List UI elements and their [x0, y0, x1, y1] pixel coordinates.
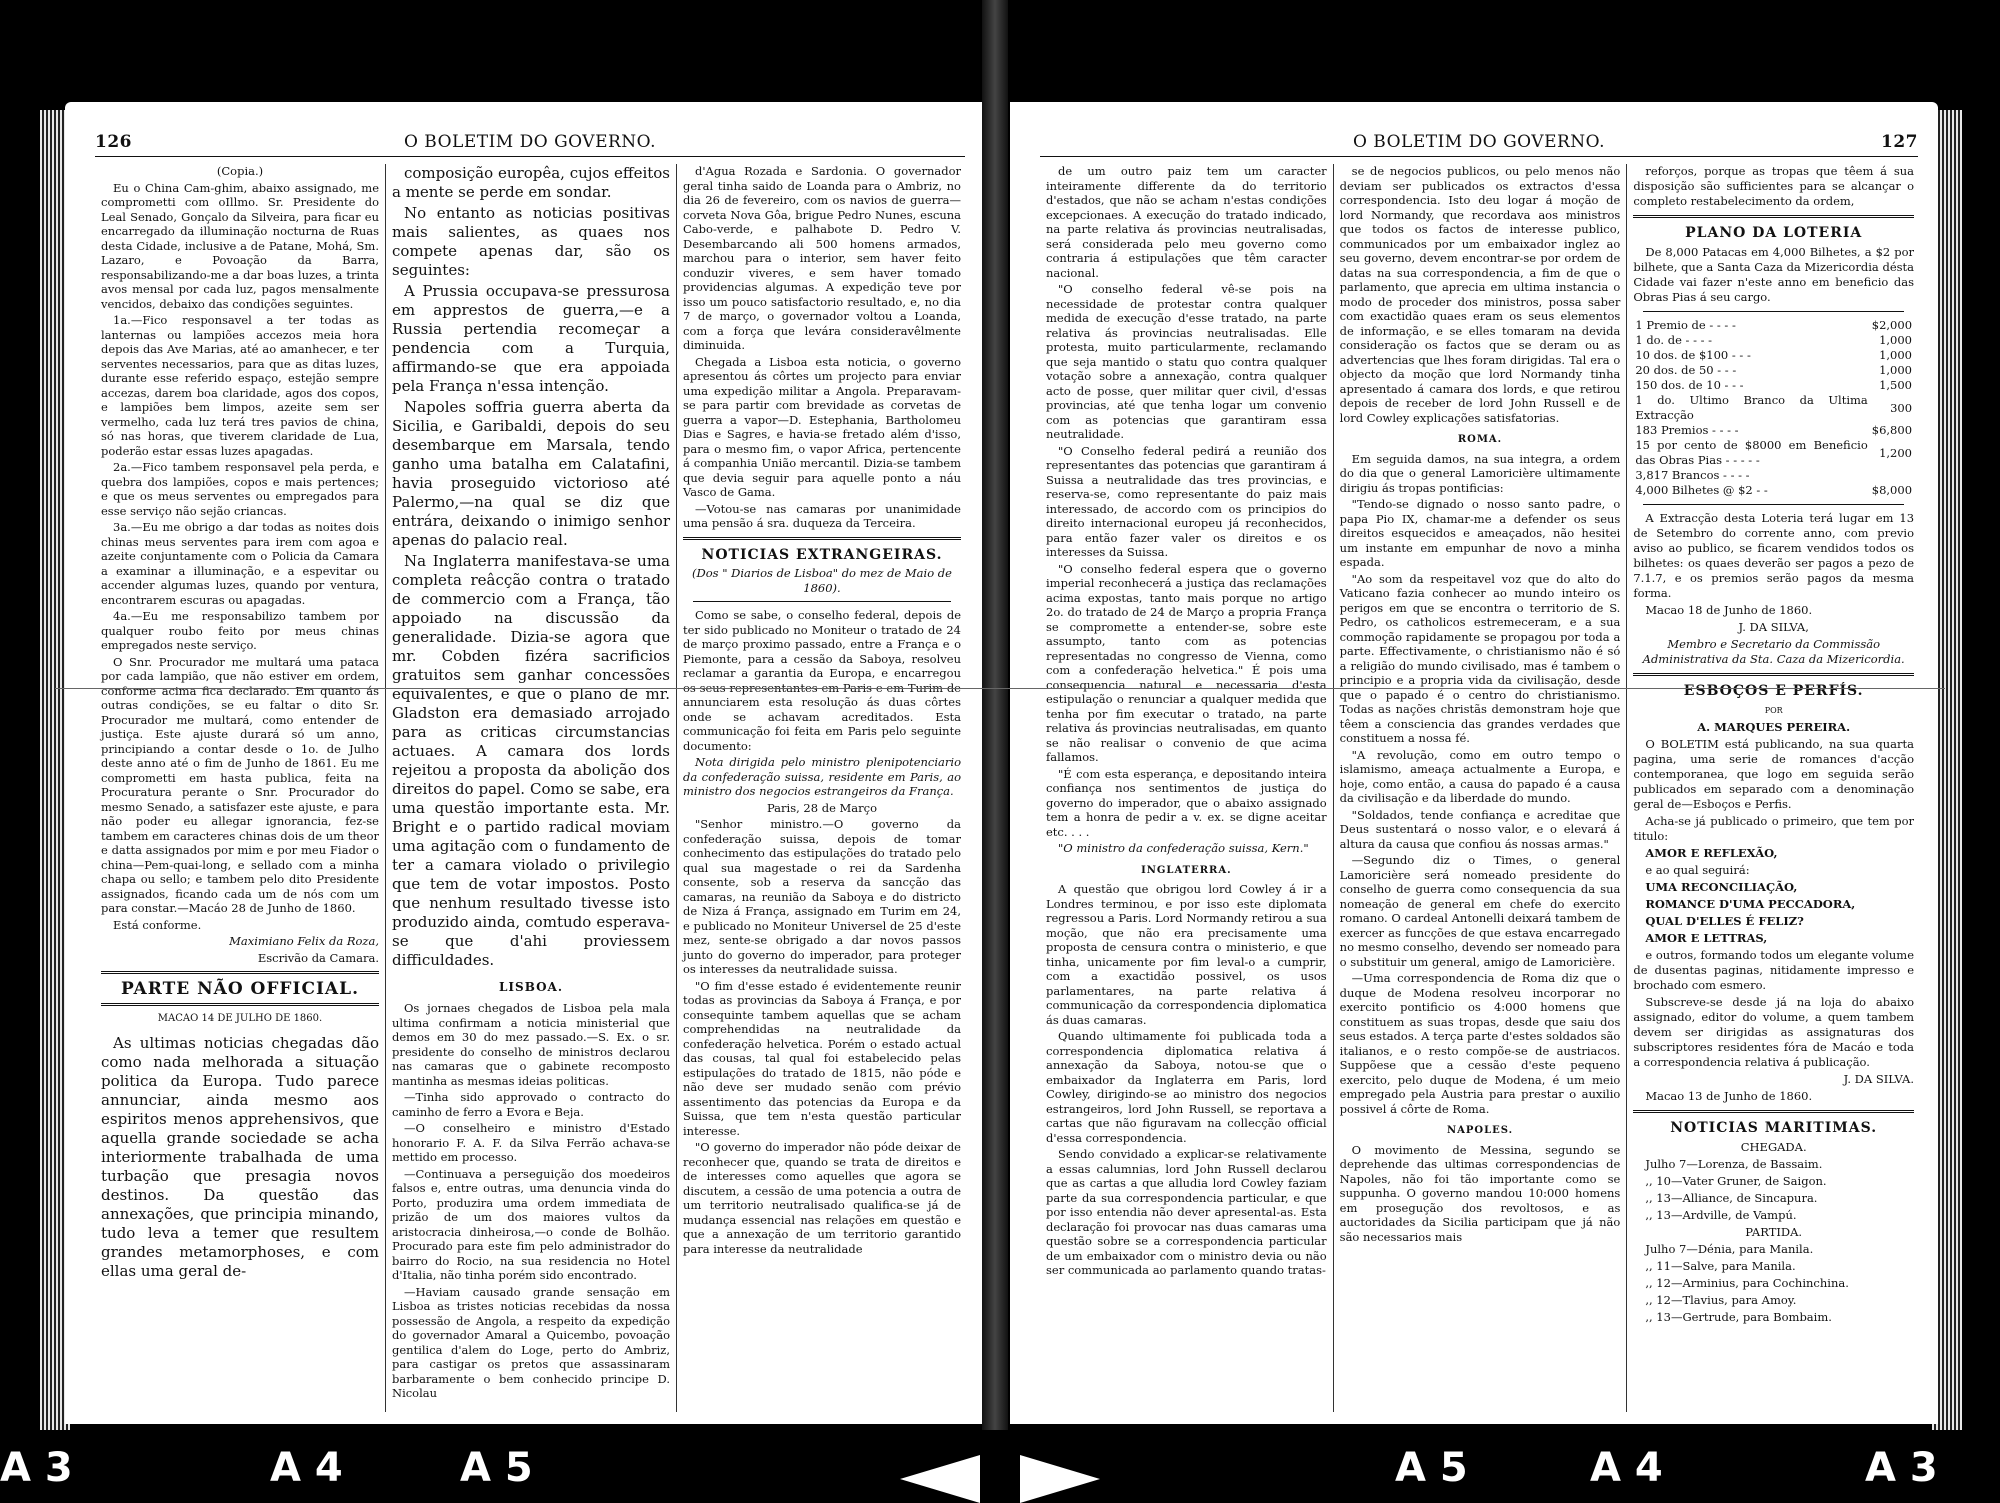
paragraph: Os jornaes chegados de Lisboa pela mala ultima confirmam a noticia ministerial que demos em 30 do mez passado.—S. Ex. o sr. presidente do conselho de ministros declarou nas camaras que o gabinete recomposto mantinha as mesmas ideias politicas. — [392, 1001, 670, 1088]
esbocos-date: Macao 13 de Junho de 1860. — [1645, 1089, 1813, 1103]
left-col-3 — [677, 164, 967, 1412]
paragraph: Na Inglaterra manifestava-se uma completa reâcção contra o tratado de commercio com a França, tão appoiado na discussão da generalidade. Dizia-se agora que mr. Cobden fizéra sacrificios gratuitos sem ganhar concessões equivalentes, e que o plano de mr. Gladston era demasiado arrojado para as criticas circumstancias actuaes. A camara dos lords rejeitou a proposta da abolição dos direitos do papel. Como se sabe, era uma questão importante esta. Mr. Bright e o partido radical moviam uma agitação com o fundamento de ter a camara violado o privilegio que tem de votar impostos. Posto que nenhum resultado tivesse isto produzido ainda, comtudo esperava-se que d'ahi proviessem difficuldades. — [392, 552, 670, 969]
right-columns — [1040, 164, 1920, 1412]
percent-amount: 1,200 — [1879, 445, 1913, 460]
paragraph: "O governo do imperador não póde deixar de reconhecer que, quando se trata de direitos e de interesses como aquelles que agora se discutem, a cessão de uma potencia a outra de um territorio neutralisado qualifica-se já de mudança essencial nas relações em questão e que a annexação de um territorio garantido para interesse da neutralidade — [683, 1140, 961, 1256]
arrival-row: ,, 13—Ardville, de Vampú. — [1645, 1208, 1797, 1222]
esbocos-title: ESBOÇOS E PERFÍS. — [1683, 683, 1864, 699]
prize-amount: 300 — [1890, 400, 1913, 415]
running-title: O BOLETIM DO GOVERNO. — [1352, 132, 1606, 152]
lottery-signer-title: Membro e Secretario da Commissão Administrativa da Sta. Caza da Mizericordia. — [1642, 637, 1905, 666]
book-title: AMOR E REFLEXÃO, — [1645, 846, 1778, 860]
table-row — [1633, 423, 1914, 438]
prize-amount: 1,000 — [1879, 363, 1913, 377]
paragraph: A Prussia occupava-se pressurosa em apprestos de guerra,—e a Russia pertendia recomeçar a pendencia com a Turquia, affirmando-se que era appoiada pela França n'essa intenção. — [392, 282, 670, 395]
table-row — [1633, 468, 1914, 483]
table-row — [1633, 393, 1914, 423]
right-triangle-marker — [1020, 1455, 1100, 1503]
paragraph: composição europêa, cujos effeitos a mente se perde em sondar. — [392, 164, 670, 201]
paragraph: —O conselheiro e ministro d'Estado honorario F. A. F. da Silva Ferrão achava-se mettido em processo. — [392, 1121, 670, 1164]
grand-label: 4,000 Bilhetes @ $2 - - — [1635, 483, 1768, 497]
paragraph: Em seguida damos, na sua integra, a ordem do dia que o general Lamoricière ultimamente dirigiu ás tropas pontificias: — [1339, 451, 1621, 495]
paragraph: "O fim d'esse estado é evidentemente reunir todas as provincias da Saboya á França, e por consequinte tambem aquellas que se acham comprehendidas na neutralidade da confederação helvetica. Porém o estado actual das cousas, tal qual foi estabelecido pelas estipulações do tratado de 1815, não póde e não deve ser mudado senão com prévio assentimento das potencias da Europa e da Suissa, que tem n'esta questão particular interesse. — [683, 978, 961, 1138]
table-row — [1633, 318, 1914, 333]
left-page — [65, 102, 985, 1424]
film-mark: A 4 — [270, 1445, 343, 1491]
paragraph: "É com esta esperança, e depositando inteira confiança nos sentimentos de justiça do governo do imperador, que o abaixo assignado tem a honra de pedir a v. ex. se digne aceitar etc. . . . — [1046, 766, 1327, 839]
paragraph: "O conselho federal espera que o governo imperial reconhecerá a justiça das reclamações acima expostas, tanto mais porque no artigo 2o. do tratado de 24 de Março a propria França se compromette a entender-se, sobre este assumpto, tanto com as potencias representadas no congresso de Vienna, como com a confederação helvetica." É pois uma consequencia natural e necessaria d'esta estipulação o renunciar a qualquer medida que tenha por fim executar o tratado, na parte relativa ás provincias neutralisadas, em quanto se não realisar o convenio de que acima fallamos. — [1046, 561, 1327, 764]
paragraph: "Soldados, tende confiança e acreditae que Deus sustentará o nosso valor, e o elevará á altura da causa que confiou ás nossas armas." — [1339, 807, 1621, 851]
table-row — [1633, 363, 1914, 378]
rule — [693, 601, 951, 602]
header-rule — [1040, 156, 1918, 157]
paragraph: Paris, 28 de Março — [766, 800, 878, 815]
paragraph: Napoles soffria guerra aberta da Sicilia, e Garibaldi, depois do seu desembarque em Marsala, tendo ganho uma batalha em Calatafini, havia proseguido victorioso até Palermo,—na qual se diz que entrára, deixando o inimigo senhor apenas do palacio real. — [392, 398, 670, 549]
brancos-label: 3,817 Brancos - - - - — [1635, 468, 1750, 482]
prize-table — [1633, 318, 1914, 498]
lead-paragraph: As ultimas noticias chegadas dão como nada melhorada a situação politica da Europa. Tudo parece annunciar, ainda mesmo aos espiritos menos apprehensivos, que aquella grande sociedade se acha interiormente trabalhada de uma turbação que presagia novos destinos. Da questão das annexações, que principia minando, tudo leva a temer que resultem grandes metamorphoses, e com ellas uma geral de- — [101, 1034, 379, 1280]
prize-amount: 1,000 — [1879, 348, 1913, 362]
ext-title: NOTICIAS EXTRANGEIRAS. — [701, 546, 943, 563]
book-spine — [982, 0, 1008, 1502]
paragraph: 4a.—Eu me responsabilizo tambem por qualquer roubo feito por meus chinas empregados neste serviço. — [101, 609, 379, 652]
conforme: Está conforme. — [113, 917, 202, 932]
film-mark: A 3 — [0, 1445, 73, 1491]
arrival-row: Julho 7—Lorenza, de Bassaim. — [1645, 1157, 1823, 1171]
left-triangle-marker — [900, 1455, 980, 1503]
table-row — [1633, 483, 1914, 498]
paragraph: —Continuava a perseguição dos moedeiros falsos e, entre outras, uma denuncia vinda do Porto, produzira uma ordem immediata de prizão de um dos maiores vultos da aristocracia dinheirosa,—o conde de Bolhão. Procurado para este fim pelo administrador do bairro do Rocio, na sua residencia no Hotel d'Italia, não tinha porém sido encontrado. — [392, 1166, 670, 1282]
left-columns — [95, 164, 967, 1412]
napoles-title: NAPOLES. — [1446, 1125, 1514, 1136]
paragraph: —Tinha sido approvado o contracto do caminho de ferro a Evora e Beja. — [392, 1090, 670, 1119]
total-amount: $6,800 — [1871, 423, 1913, 437]
right-col-1 — [1040, 164, 1334, 1412]
paragraph: "O conselho federal vê-se pois na necessidade de protestar contra qualquer medida de execução d'esse tratado, na parte relativa ás provincias neutralisadas. Elle protesta, muito particularmente, reclamando que seja mantido o statu quo contra qualquer votação sobre a annexação, contra qualquer acto de posse, quer militar quer civil, d'essas provincias, até que tenha logar um convenio com as potencias que garantiram essa neutralidade. — [1046, 282, 1327, 441]
header-rule — [95, 156, 965, 157]
film-mark: A 5 — [1395, 1445, 1468, 1491]
brancos-amount — [1870, 468, 1914, 483]
left-header — [95, 132, 965, 154]
paragraph: O Snr. Procurador me multará uma pataca por cada lampião, que não estiver em ordem, conforme acima fica declarado. Em quanto ás outras condições, se eu faltar o dito Sr. Procurador me multará, como entender de justiça. Este ajuste durará só um anno, principiando a contar desde o 1o. de Julho deste anno até o fim de Junho de 1861. Eu me comprometti em hasta publica, feita na Procuratura perante o Snr. Procurador do mesmo Senado, a satisfazer este ajuste, e para não poder eu allegar ignorancia, fez-se tambem em caracteres chinas dois de um theor e datta assignados por mim e por meu Fiador o china—Pem-quai-long, e sellado com a minha chapa ou sello; e tambem pelo dito Presidente assignados, ficando cada um de nós com um para constar.—Macáo 28 de Junho de 1860. — [101, 654, 379, 915]
paragraph: "Senhor ministro.—O governo da confederação suissa, depois de tomar conhecimento das estipulações do tratado pelo qual sua magestade o rei da Sardenha consente, sob a reserva da sancção das camaras, na reunião da Saboya e do districto de Niza á França, assignado em Turim em 24, e publicado no Moniteur Universel de 25 d'este mez, sente-se obrigado a dar novos passos junto do governo do imperador, para proteger os interesses da neutralidade suissa. — [683, 817, 961, 976]
lottery-signer: J. DA SILVA, — [1738, 620, 1809, 634]
book-title: ROMANCE D'UMA PECCADORA, — [1645, 897, 1856, 911]
arrival-row: ,, 10—Vater Gruner, de Saigon. — [1645, 1174, 1827, 1188]
lottery-notice: A Extracção desta Loteria terá lugar em 13 de Setembro do corrente anno, com previo aviso ao publico, se ficarem vendidos todos os bilhetes: os quaes deverão ser pagos a pezo de 7.1.7, e os premios serão pagos da mesma forma. — [1633, 511, 1915, 600]
prize-label: 1 do. Ultimo Branco da Ultima Extracção — [1635, 393, 1868, 422]
lottery-intro: De 8,000 Patacas em 4,000 Bilhetes, a $2 por bilhete, que a Santa Caza da Mizericordia désta Cidade vai fazer n'este anno em beneficio das Obras Pias á seu cargo. — [1633, 245, 1915, 304]
roma-title: ROMA. — [1457, 434, 1503, 445]
left-col-1 — [95, 164, 386, 1412]
paragraph: Nota dirigida pelo ministro plenipotenciario da confederação suissa, residente em Paris, ao ministro dos negocios estrangeiros da França. — [683, 755, 961, 798]
rule — [1643, 504, 1904, 505]
paragraph: d'Agua Rozada e Sardonia. O governador geral tinha saido de Loanda para o Ambriz, no dia 26 de fevereiro, com os navios de guerra—corveta Nova Gôa, brigue Pedro Nunes, escuna Cabo-verde, e palhabote D. Pedro V. Desembarcando ali 500 homens armados, marchou para o interior, sem haver feito conduzir viveres, e sem haver tomado providencias algumas. A expedição teve por isso um pouco satisfactorio resultado, e, no dia 7 de março, o governador voltou a Loanda, com a força que levára consideravêlmente diminuida. — [683, 164, 961, 352]
book-title: AMOR E LETTRAS, — [1645, 931, 1768, 945]
lisboa-body — [392, 1001, 670, 1401]
paragraph: Eu o China Cam-ghim, abaixo assignado, me comprometti com oIllmo. Sr. Presidente do Leal Senado, Gonçalo da Silveira, para ficar eu encarregado da illuminação nocturna de Ruas desta Cidade, inclusive a de Patane, Mohá, Sm. Lazaro, e Povoação da Barra, responsabilizando-me a dar boas luzes, a trinta avos mensal por cada luz, pagos mensalmente vencidos, debaixo das condições seguintes. — [101, 180, 379, 311]
paragraph: —Haviam causado grande sensação em Lisboa as tristes noticias recebidas da nossa possessão de Angola, a respeito da expedição do governador Amaral a Quicembo, povoação gentilica d'alem do Loge, perto do Ambriz, para castigar os pretos que assassinaram barbaramente o bem conhecido principe D. Nicolau — [392, 1284, 670, 1400]
paragraph: "Tendo-se dignado o nosso santo padre, o papa Pio IX, chamar-me a defender os seus direitos esquecidos e ameaçados, não hesitei um instante em empunhar de novo a minha espada. — [1339, 497, 1621, 569]
partida-label: PARTIDA. — [1745, 1225, 1803, 1239]
page-number: 127 — [1881, 132, 1918, 152]
paragraph: e ao qual seguirá: — [1645, 863, 1750, 877]
ext-source: (Dos " Diarios de Lisboa" do mez de Maio de 1860). — [692, 566, 952, 595]
rule — [1643, 311, 1904, 312]
table-row — [1633, 333, 1914, 348]
section-rule — [1633, 673, 1914, 676]
table-row — [1633, 378, 1914, 393]
departure-row: ,, 12—Arminius, para Cochinchina. — [1645, 1276, 1849, 1290]
book-title: QUAL D'ELLES É FELIZ? — [1645, 914, 1804, 928]
signature-title: Escrivão da Camara. — [257, 950, 379, 965]
book-title: UMA RECONCILIAÇÃO, — [1645, 880, 1798, 894]
page-number: 126 — [95, 132, 132, 152]
signature-name: Maximiano Felix da Roza, — [229, 934, 379, 948]
percent-label: 15 por cento de $8000 em Beneficio das Obras Pias - - - - - — [1635, 438, 1868, 467]
film-mark: A 3 — [1865, 1445, 1938, 1491]
paragraph: Quando ultimamente foi publicada toda a correspondencia diplomatica relativa á annexação da Saboya, notou-se que o embaixador da Inglaterra em Paris, lord Cowley, dirigindo-se ao ministro dos negocios estrangeiros, lord John Russell, se reportava a cartas que não figuravam na collecção official d'essa correspondencia. — [1046, 1029, 1327, 1145]
running-title: O BOLETIM DO GOVERNO. — [403, 132, 657, 152]
paragraph: 1a.—Fico responsavel a ter todas as lanternas ou lampiões accezos meia hora depois das Ave Marias, até ao amanhecer, e ter serventes necessarios, para que as ditas luzes, durante esse referido espaço, estejão sempre accezas, darem boa claridade, agos dos copos, e lampiões bem limpos, azeite sem ser vermelho, cada luz terá tres pavios de china, só nas horas, que tiverem claridade de Lua, poderão estar essas luzes apagadas. — [101, 313, 379, 458]
copy-label: (Copia.) — [216, 164, 264, 178]
departure-row: ,, 13—Gertrude, para Bombaim. — [1645, 1310, 1832, 1324]
paragraph: 3a.—Eu me obrigo a dar todas as noites dois chinas meus serventes para irem com agoa e azeite conjuntamente com o Policia da Camara a examinar a illuminação, e a espevitar ou accender algumas luzes, quando por ventura, encontrarem escuras ou apagadas. — [101, 520, 379, 607]
paragraph: —Uma correspondencia de Roma diz que o duque de Modena resolveu incorporar no exercito pontificio os 4:000 homens que constituem as suas tropas, desde que saiu dos seus estados. A terça parte d'estes soldados são italianos, e o resto compõe-se de austriacos. Suppõese que a cessão d'este pequeno exercito, pelo duque de Modena, é um meio empregado pela Austria para prestar o auxilio possivel á côrte de Roma. — [1339, 971, 1621, 1116]
prize-amount: 1,500 — [1879, 378, 1913, 392]
prize-label: 150 dos. de 10 - - - — [1635, 378, 1744, 392]
departure-row: ,, 11—Salve, para Manila. — [1645, 1259, 1796, 1273]
maritimas-title: NOTICIAS MARITIMAS. — [1670, 1120, 1878, 1136]
lisboa-title: LISBOA. — [498, 980, 564, 994]
lottery-title: PLANO DA LOTERIA — [1685, 225, 1863, 241]
left-col-2 — [386, 164, 677, 1412]
prize-label: 1 Premio de - - - - — [1635, 318, 1736, 332]
por-label: POR — [1764, 706, 1783, 715]
film-mark: A 4 — [1590, 1445, 1663, 1491]
right-page — [1010, 102, 1938, 1424]
paragraph: —Segundo diz o Times, o general Lamoricière será nomeado presidente do conselho de guerra como consequencia da sua nomeação de general em chefe do exercito romano. O cardeal Antonelli deixará tambem de exercer as funcções de que estava encarregado no mesmo conselho, devendo ser nomeado para o substituir um general, amigo de Lamoricière. — [1339, 853, 1621, 969]
departure-row: Julho 7—Dénia, para Manila. — [1645, 1242, 1814, 1256]
paragraph: "A revolução, como em outro tempo o islamismo, ameaça actualmente a Europa, e hoje, como então, a causa do papado é a causa da civilisação e da liberdade do mundo. — [1339, 747, 1621, 805]
paragraph: No entanto as noticias positivas mais salientes, as quaes nos compete apenas dar, são os seguintes: — [392, 204, 670, 279]
scan-crease-line — [55, 688, 1945, 689]
paragraph: reforços, porque as tropas que têem á sua disposição são sufficientes para se alcançar o completo restabelecimento da ordem, — [1633, 164, 1915, 208]
section-title: PARTE NÃO OFFICIAL. — [121, 979, 359, 999]
prize-label: 1 do. de - - - - — [1635, 333, 1713, 347]
grand-amount: $8,000 — [1871, 483, 1913, 497]
chegada-label: CHEGADA. — [1740, 1140, 1807, 1154]
table-row — [1633, 438, 1914, 468]
paragraph: 2a.—Fico tambem responsavel pela perda, e quebra dos lampiões, copos e mais pertences; e que os meus serventes ou empregados para esse serviço não sejão criancas. — [101, 460, 379, 518]
paragraph: se de negocios publicos, ou pelo menos não deviam ser publicados os extractos d'essa correspondencia. Isto deu logar á moção de lord Normandy, que recordava aos ministros que todos os factos de interesse publico, communicados por um embaixador inglez ao seu governo, devem encontrar-se por ordem de datas na sua correspondencia, a fim de que o parlamento, que aprecia em ultima instancia o modo de proceder dos ministros, possa saber com exactidão quaes eram os seus elementos de informação, e se elles tomaram na devida consideração os factos que se deram ou as advertencias que lhes foram dirigidas. Tal era o objecto da moção que lord Normandy tinha apresentado á camara dos lords, e que retirou depois de receber de lord John Russell e de lord Cowley explicações satisfatorias. — [1339, 164, 1621, 425]
paragraph: Como se sabe, o conselho federal, depois de ter sido publicado no Moniteur o tratado de 24 de março proximo passado, entre a França e o Piemonte, para a cessão da Saboya, resolveu reclamar a garantia da Europa, e encarregou os seus representantes em Paris e em Turim de annunciarem esta resolução ás duas côrtes onde se achavam acreditados. Esta communicação foi feita em Paris pelo seguinte documento: — [683, 608, 961, 753]
section-rule — [1633, 1110, 1914, 1113]
prize-amount: $2,000 — [1871, 318, 1913, 332]
prize-label: 10 dos. de $100 - - - — [1635, 348, 1751, 362]
film-mark: A 5 — [460, 1445, 533, 1491]
paragraph: "Ao som da respeitavel voz que do alto do Vaticano fazia conhecer ao mundo inteiro os perigos em que se encontra o territorio de S. Pedro, os catholicos estremeceram, e a sua commoção rapidamente se propagou por toda a parte. Effectivamente, o christianismo não é só a religião do mundo civilisado, mas é tambem o principio e a propria vida da civilisação, desde que o papado é o centro do christianismo. Todas as nações christãs demonstram hoje que têem a consciencia das grandes verdades que constituem a nossa fé. — [1339, 571, 1621, 745]
section-rule — [1633, 215, 1914, 218]
right-col-2 — [1334, 164, 1628, 1412]
arrival-row: ,, 13—Alliance, de Sincapura. — [1645, 1191, 1818, 1205]
section-rule — [683, 537, 961, 540]
dateline: MACAO 14 DE JULHO DE 1860. — [157, 1012, 323, 1024]
paragraph: Sendo convidado a explicar-se relativamente a essas calumnias, lord John Russell declarou que as cartas a que alludia lord Cowley faziam parte da sua correspondencia particular, e que por isso entendia não dever apresental-as. Esta declaração foi provocar nas duas camaras uma questão sobre se a correspondencia particular de um embaixador com o ministro devia ou não ser communicada ao parlamento quando tratas- — [1046, 1147, 1327, 1277]
paragraph: de um outro paiz tem um caracter inteiramente differente da do territorio d'estados, que não se acham n'estas condições excepcionaes. A execução do tratado indicado, na parte relativa ás provincias neutralisadas, será considerada pelo meu governo como contraria á estipulações que têm caracter nacional. — [1046, 164, 1327, 280]
esbocos-signer: J. DA SILVA. — [1843, 1072, 1915, 1086]
right-header — [1040, 132, 1918, 154]
section-rule — [101, 971, 379, 974]
prize-amount: 1,000 — [1879, 333, 1913, 347]
inglaterra-title: INGLATERRA. — [1141, 864, 1232, 876]
paragraph: Subscreve-se desde já na loja do abaixo assignado, editor do volume, a quem tambem devem ser dirigidas as assignaturas dos subscriptores residentes fóra de Macáo e toda a correspondencia relativa á publicação. — [1633, 995, 1915, 1069]
paragraph: —Votou-se nas camaras por unanimidade uma pensão á sra. duqueza da Terceira. — [683, 501, 961, 530]
paragraph: Chegada a Lisboa esta noticia, o governo apresentou ás côrtes um projecto para enviar uma expedição militar a Angola. Preparavam-se para partir com brevidade as corvetas de guerra a vapor—D. Estephania, Bartholomeu Dias e Sagres, e havia-se fretado além d'isso, para o mesmo fim, o vapor Africa, pertencente á companhia União mercantil. Dizia-se tambem que devia seguir para aquelle ponto a náu Vasco de Gama. — [683, 354, 961, 499]
paragraph: Acha-se já publicado o primeiro, que tem por titulo: — [1633, 814, 1915, 843]
section-rule — [101, 1003, 379, 1006]
departure-row: ,, 12—Tlavius, para Amoy. — [1645, 1293, 1797, 1307]
paragraph: e outros, formando todos um elegante volume de dusentas paginas, nitidamente impresso e brochado com esmero. — [1633, 948, 1915, 992]
author-name: A. MARQUES PEREIRA. — [1697, 720, 1851, 734]
paragraph: A questão que obrigou lord Cowley á ir a Londres terminou, e por isso este diplomata regressou a Paris. Lord Normandy retirou a sua moção, que não era precisamente uma proposta de censura contra o ministerio, e que tinha, unicamente por fim leval-o a cumprir, com a exactidão possivel, os usos parlamentares, na parte relativa á communicação da correspondencia diplomatica ás duas camaras. — [1046, 882, 1327, 1027]
paragraph: O BOLETIM está publicando, na sua quarta pagina, uma serie de romances d'acção contemporanea, que logo em seguida serão publicados em separado com a denominação geral de—Esboços e Perfis. — [1633, 737, 1915, 811]
right-col-3 — [1627, 164, 1920, 1412]
paragraph: O movimento de Messina, segundo se deprehende das ultimas correspondencias de Napoles, não foi tão importante como se suppunha. O governo mandou 10:000 homens em prosegução dos revoltosos, e as auctoridades da Sicilia participam que já não são necessarios mais — [1339, 1142, 1621, 1244]
lottery-date: Macao 18 de Junho de 1860. — [1645, 603, 1813, 617]
paragraph: "O ministro da confederação suissa, Kern." — [1058, 841, 1309, 855]
table-row — [1633, 348, 1914, 363]
prize-label: 20 dos. de 50 - - - — [1635, 363, 1737, 377]
total-label: 183 Premios - - - - — [1635, 423, 1739, 437]
paragraph: "O Conselho federal pedirá a reunião dos representantes das potencias que garantiram á Suissa a neutralidade das tres provincias, e reserva-se, como representante do paiz mais interessado, de accordo com os principios do direito internacional europeu já reconhecidos, para então fazer valer os direitos e os interesses da Suissa. — [1046, 443, 1327, 559]
